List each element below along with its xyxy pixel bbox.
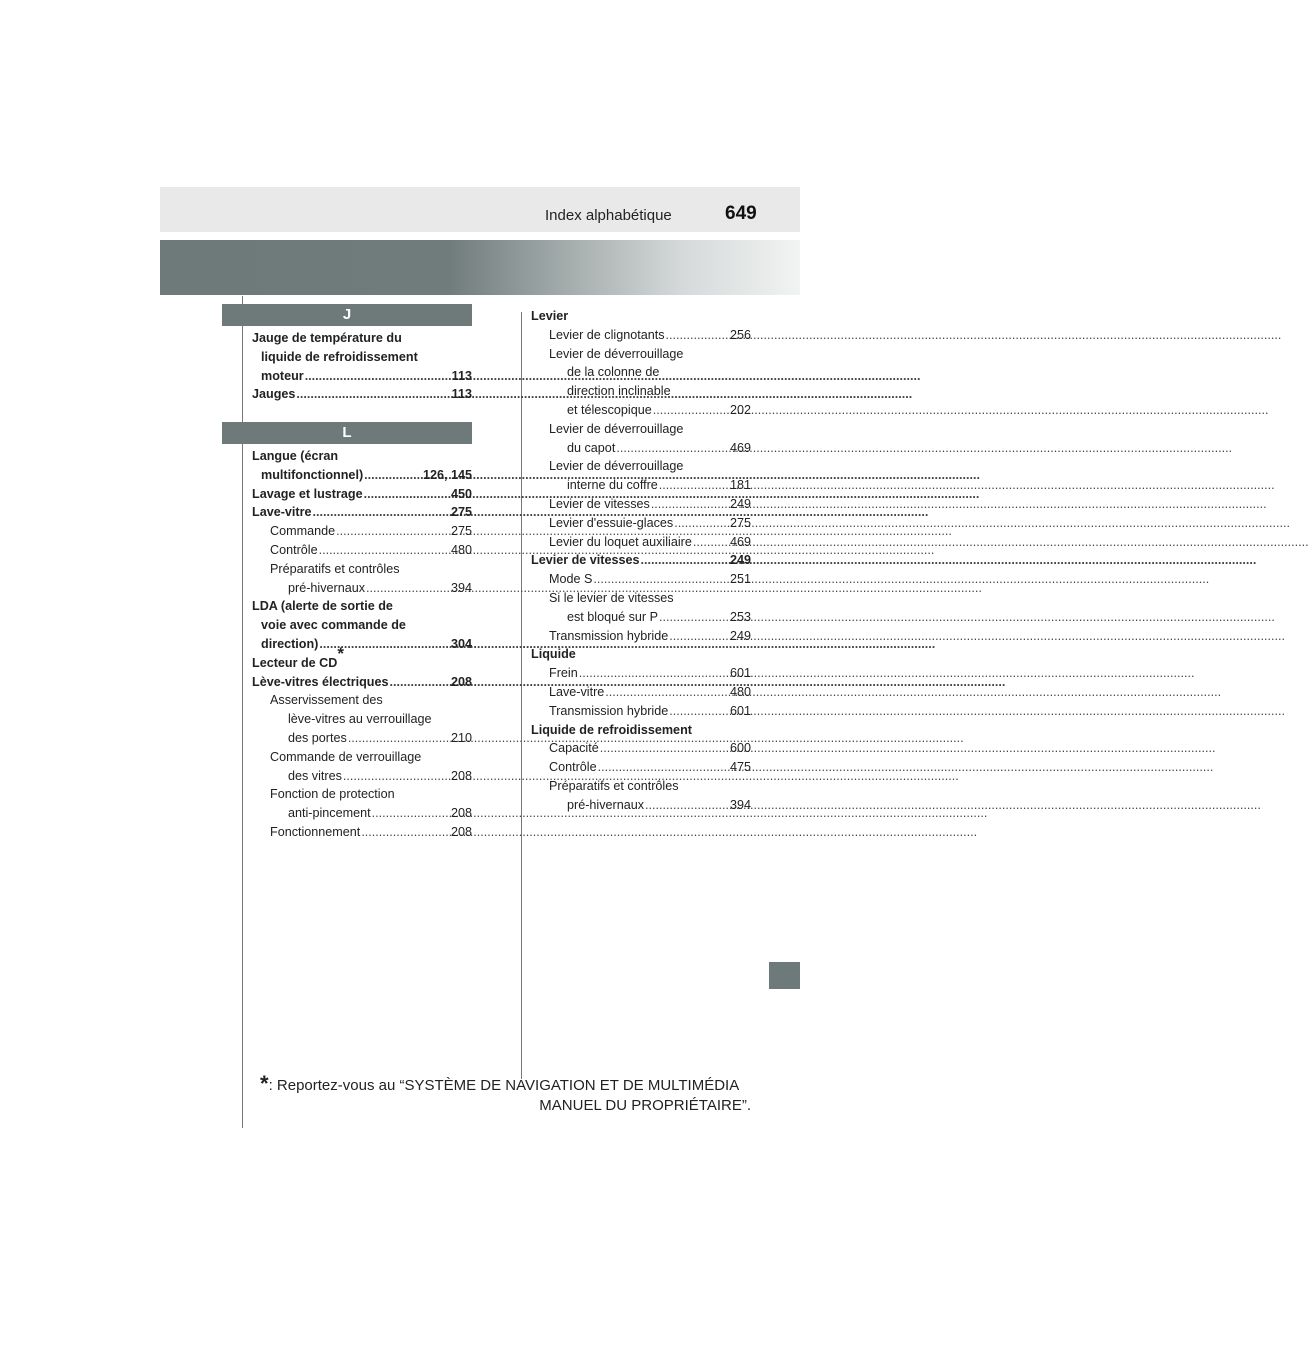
index-entry	[252, 785, 472, 804]
index-entry	[531, 495, 751, 514]
index-entry	[531, 645, 751, 664]
index-entry-text: Lève-vitres électriques	[252, 674, 389, 689]
dot-leader	[659, 608, 729, 627]
index-entry-text: Liquide de refroidissement	[531, 722, 692, 737]
left-margin-rule	[242, 296, 243, 1128]
index-entry	[252, 329, 472, 348]
index-entry-text: Capacité	[549, 741, 599, 756]
dot-leader	[605, 683, 729, 702]
index-entry-page: 113	[451, 387, 472, 402]
index-entry-text: Levier	[531, 309, 569, 323]
index-entry-page: 475	[729, 760, 751, 775]
index-entry-page: 600	[729, 741, 751, 756]
index-entry-page: 208	[450, 806, 472, 821]
index-entry-text: Contrôle	[270, 542, 318, 557]
dot-leader	[659, 476, 729, 495]
index-entry-text: Préparatifs et contrôles	[270, 561, 400, 576]
index-entry-page: 275	[450, 524, 472, 539]
index-entry	[531, 514, 751, 533]
index-list-j	[252, 329, 472, 404]
index-entry-text: Mode S	[549, 572, 593, 587]
index-entry-page: 208	[450, 824, 472, 839]
index-entry	[252, 804, 472, 823]
dot-leader	[669, 627, 729, 646]
dot-leader	[372, 804, 450, 823]
index-entry-text: anti-pincement	[288, 806, 371, 821]
index-entry	[531, 758, 751, 777]
index-entry-text: Levier de déverrouillage	[549, 421, 684, 436]
dot-leader	[319, 541, 450, 560]
dot-leader	[313, 503, 450, 522]
index-entry-text: Levier du loquet auxiliaire	[549, 534, 692, 549]
index-entry	[531, 777, 751, 796]
index-entry	[252, 710, 472, 729]
index-entry	[531, 420, 751, 439]
index-entry-text: Préparatifs et contrôles	[549, 778, 679, 793]
index-entry-text: des vitres	[288, 768, 342, 783]
index-entry	[531, 664, 751, 683]
index-entry	[531, 589, 751, 608]
index-entry	[252, 691, 472, 710]
index-list-l	[252, 447, 472, 842]
footnote-asterisk: *	[260, 1071, 269, 1096]
dot-leader	[579, 664, 729, 683]
index-entry-text: moteur	[261, 368, 304, 383]
index-entry	[531, 326, 751, 345]
index-entry-page: 181	[729, 478, 751, 493]
dot-leader	[669, 702, 729, 721]
index-entry-text: Frein	[549, 666, 578, 681]
index-entry-page: 480	[450, 542, 472, 557]
index-entry-text: des portes	[288, 730, 347, 745]
index-entry-text: Langue (écran	[252, 449, 339, 463]
index-entry-text: Levier de clignotants	[549, 327, 665, 342]
index-entry-text: lève-vitres au verrouillage	[288, 712, 432, 727]
index-entry	[252, 447, 472, 466]
index-entry	[531, 382, 751, 401]
index-entry-text: pré-hivernaux	[288, 580, 366, 595]
index-entry-text: Fonction de protection	[270, 787, 395, 802]
index-entry	[531, 439, 751, 458]
index-entry	[252, 560, 472, 579]
index-entry-page: 394	[450, 580, 472, 595]
index-entry-text: est bloqué sur P	[567, 609, 659, 624]
index-entry	[531, 401, 751, 420]
index-entry-page: 126, 145	[422, 467, 472, 482]
dot-leader	[645, 796, 729, 815]
index-entry-page: 304	[450, 636, 472, 651]
dot-leader	[305, 367, 451, 386]
index-entry-text: Jauge de température du	[252, 331, 402, 345]
footnote-line-1: : Reportez-vous au “SYSTÈME DE NAVIGATION ET DE MULTIMÉDIA	[268, 1077, 740, 1094]
index-entry	[531, 551, 751, 570]
index-entry-text: Lave-vitre	[252, 505, 312, 520]
dot-leader	[674, 514, 729, 533]
dot-leader	[600, 739, 729, 758]
index-entry-text: voie avec commande de	[261, 618, 406, 633]
chapter-tab	[769, 962, 800, 989]
index-entry-page: 249	[729, 628, 751, 643]
index-entry-text: Levier de déverrouillage	[549, 459, 684, 474]
index-entry	[531, 627, 751, 646]
index-entry	[531, 476, 751, 495]
index-entry-text: direction)	[261, 636, 319, 651]
index-entry	[252, 748, 472, 767]
index-entry	[252, 522, 472, 541]
index-entry	[252, 579, 472, 598]
index-entry	[252, 541, 472, 560]
dot-leader	[598, 758, 729, 777]
section-header-l: L	[222, 422, 472, 444]
index-entry	[252, 616, 472, 635]
index-entry	[252, 466, 472, 485]
dot-leader	[343, 767, 450, 786]
index-entry	[252, 348, 472, 367]
index-entry-text: Commande de verrouillage	[270, 749, 422, 764]
index-entry-page: 249	[729, 496, 751, 511]
index-entry	[252, 767, 472, 786]
index-entry-text: Liquide	[531, 647, 576, 662]
index-entry-text: Lavage et lustrage	[252, 486, 363, 501]
index-entry	[252, 385, 472, 404]
index-entry-page: 480	[729, 684, 751, 699]
index-entry-page: 601	[729, 666, 751, 681]
header-gradient-band	[160, 240, 800, 295]
index-entry	[531, 363, 751, 382]
index-entry-text: direction inclinable	[567, 384, 671, 399]
index-entry-text: Levier d'essuie-glaces	[549, 515, 674, 530]
dot-leader	[616, 439, 729, 458]
column-divider	[521, 312, 522, 1079]
index-entry-page: 450	[450, 486, 472, 501]
index-entry-text: liquide de refroidissement	[261, 349, 418, 364]
index-entry-text: Fonctionnement	[270, 824, 361, 839]
index-entry	[252, 673, 472, 692]
section-header-j: J	[222, 304, 472, 326]
index-entry-page: 253	[729, 609, 751, 624]
index-entry-page: 251	[729, 572, 751, 587]
dot-leader	[666, 326, 729, 345]
index-entry-text: Lecteur de CD	[252, 655, 338, 670]
index-entry-text: Levier de vitesses	[549, 496, 650, 511]
index-entry-text: et télescopique	[567, 402, 652, 417]
index-entry-text: Transmission hybride	[549, 703, 669, 718]
index-entry	[531, 739, 751, 758]
index-entry-page: 469	[729, 534, 751, 549]
index-entry	[531, 307, 751, 326]
index-entry-text: Transmission hybride	[549, 628, 669, 643]
index-entry-text: Levier de vitesses	[531, 553, 640, 568]
dot-leader	[336, 522, 450, 541]
index-entry	[531, 702, 751, 721]
dot-leader	[366, 579, 450, 598]
footnote	[260, 1071, 751, 1116]
index-entry-text: multifonctionnel)	[261, 467, 364, 482]
index-entry-page: 208	[450, 674, 472, 689]
header-title: Index alphabétique	[545, 207, 672, 224]
dot-leader	[296, 385, 450, 404]
index-entry	[531, 533, 751, 552]
index-entry-text: pré-hivernaux	[567, 797, 645, 812]
dot-leader	[593, 570, 729, 589]
index-entry	[252, 485, 472, 504]
index-entry-text: Levier de déverrouillage	[549, 346, 684, 361]
index-entry-text: de la colonne de	[567, 365, 660, 380]
header-bar	[160, 187, 800, 232]
index-entry-text: LDA (alerte de sortie de	[252, 599, 393, 614]
index-entry	[252, 597, 472, 616]
index-entry-page: 275	[450, 505, 472, 520]
index-entry	[531, 608, 751, 627]
index-entry-text: interne du coffre	[567, 478, 658, 493]
dot-leader	[348, 729, 450, 748]
index-entry-text: Lave-vitre	[549, 684, 605, 699]
index-entry-text: Asservissement des	[270, 693, 383, 708]
page-number: 649	[725, 203, 757, 224]
index-entry	[531, 345, 751, 364]
dot-leader	[653, 401, 729, 420]
index-entry	[531, 796, 751, 815]
index-entry-page: 202	[729, 402, 751, 417]
dot-leader	[693, 533, 729, 552]
index-entry-page: 256	[729, 327, 751, 342]
index-entry	[531, 683, 751, 702]
dot-leader	[651, 495, 729, 514]
index-entry-page: 113	[451, 368, 472, 383]
index-entry	[252, 503, 472, 522]
index-entry	[252, 367, 472, 386]
index-entry	[252, 729, 472, 748]
index-entry-text: Si le levier de vitesses	[549, 590, 674, 605]
index-entry-page: 275	[729, 515, 751, 530]
index-entry	[252, 635, 472, 654]
index-entry	[252, 823, 472, 842]
index-entry-text: Commande	[270, 524, 336, 539]
index-entry	[531, 721, 751, 740]
index-entry-page: 210	[450, 730, 472, 745]
dot-leader	[364, 485, 450, 504]
index-entry-text: Jauges	[252, 387, 296, 402]
dot-leader	[364, 466, 422, 485]
dot-leader	[361, 823, 450, 842]
dot-leader	[390, 673, 450, 692]
index-entry-text: Contrôle	[549, 760, 597, 775]
footnote-reference-asterisk: *	[337, 643, 345, 663]
dot-leader	[641, 551, 729, 570]
index-entry	[531, 457, 751, 476]
index-entry	[531, 570, 751, 589]
index-entry-page: 469	[729, 440, 751, 455]
footnote-line-2: MANUEL DU PROPRIÉTAIRE”.	[539, 1097, 751, 1114]
index-entry-page: 601	[729, 703, 751, 718]
index-entry-page: 208	[450, 768, 472, 783]
index-list-l-continued	[531, 307, 751, 815]
index-entry-page: 394	[729, 797, 751, 812]
index-entry-text: du capot	[567, 440, 616, 455]
index-entry-page: 249	[729, 553, 751, 568]
